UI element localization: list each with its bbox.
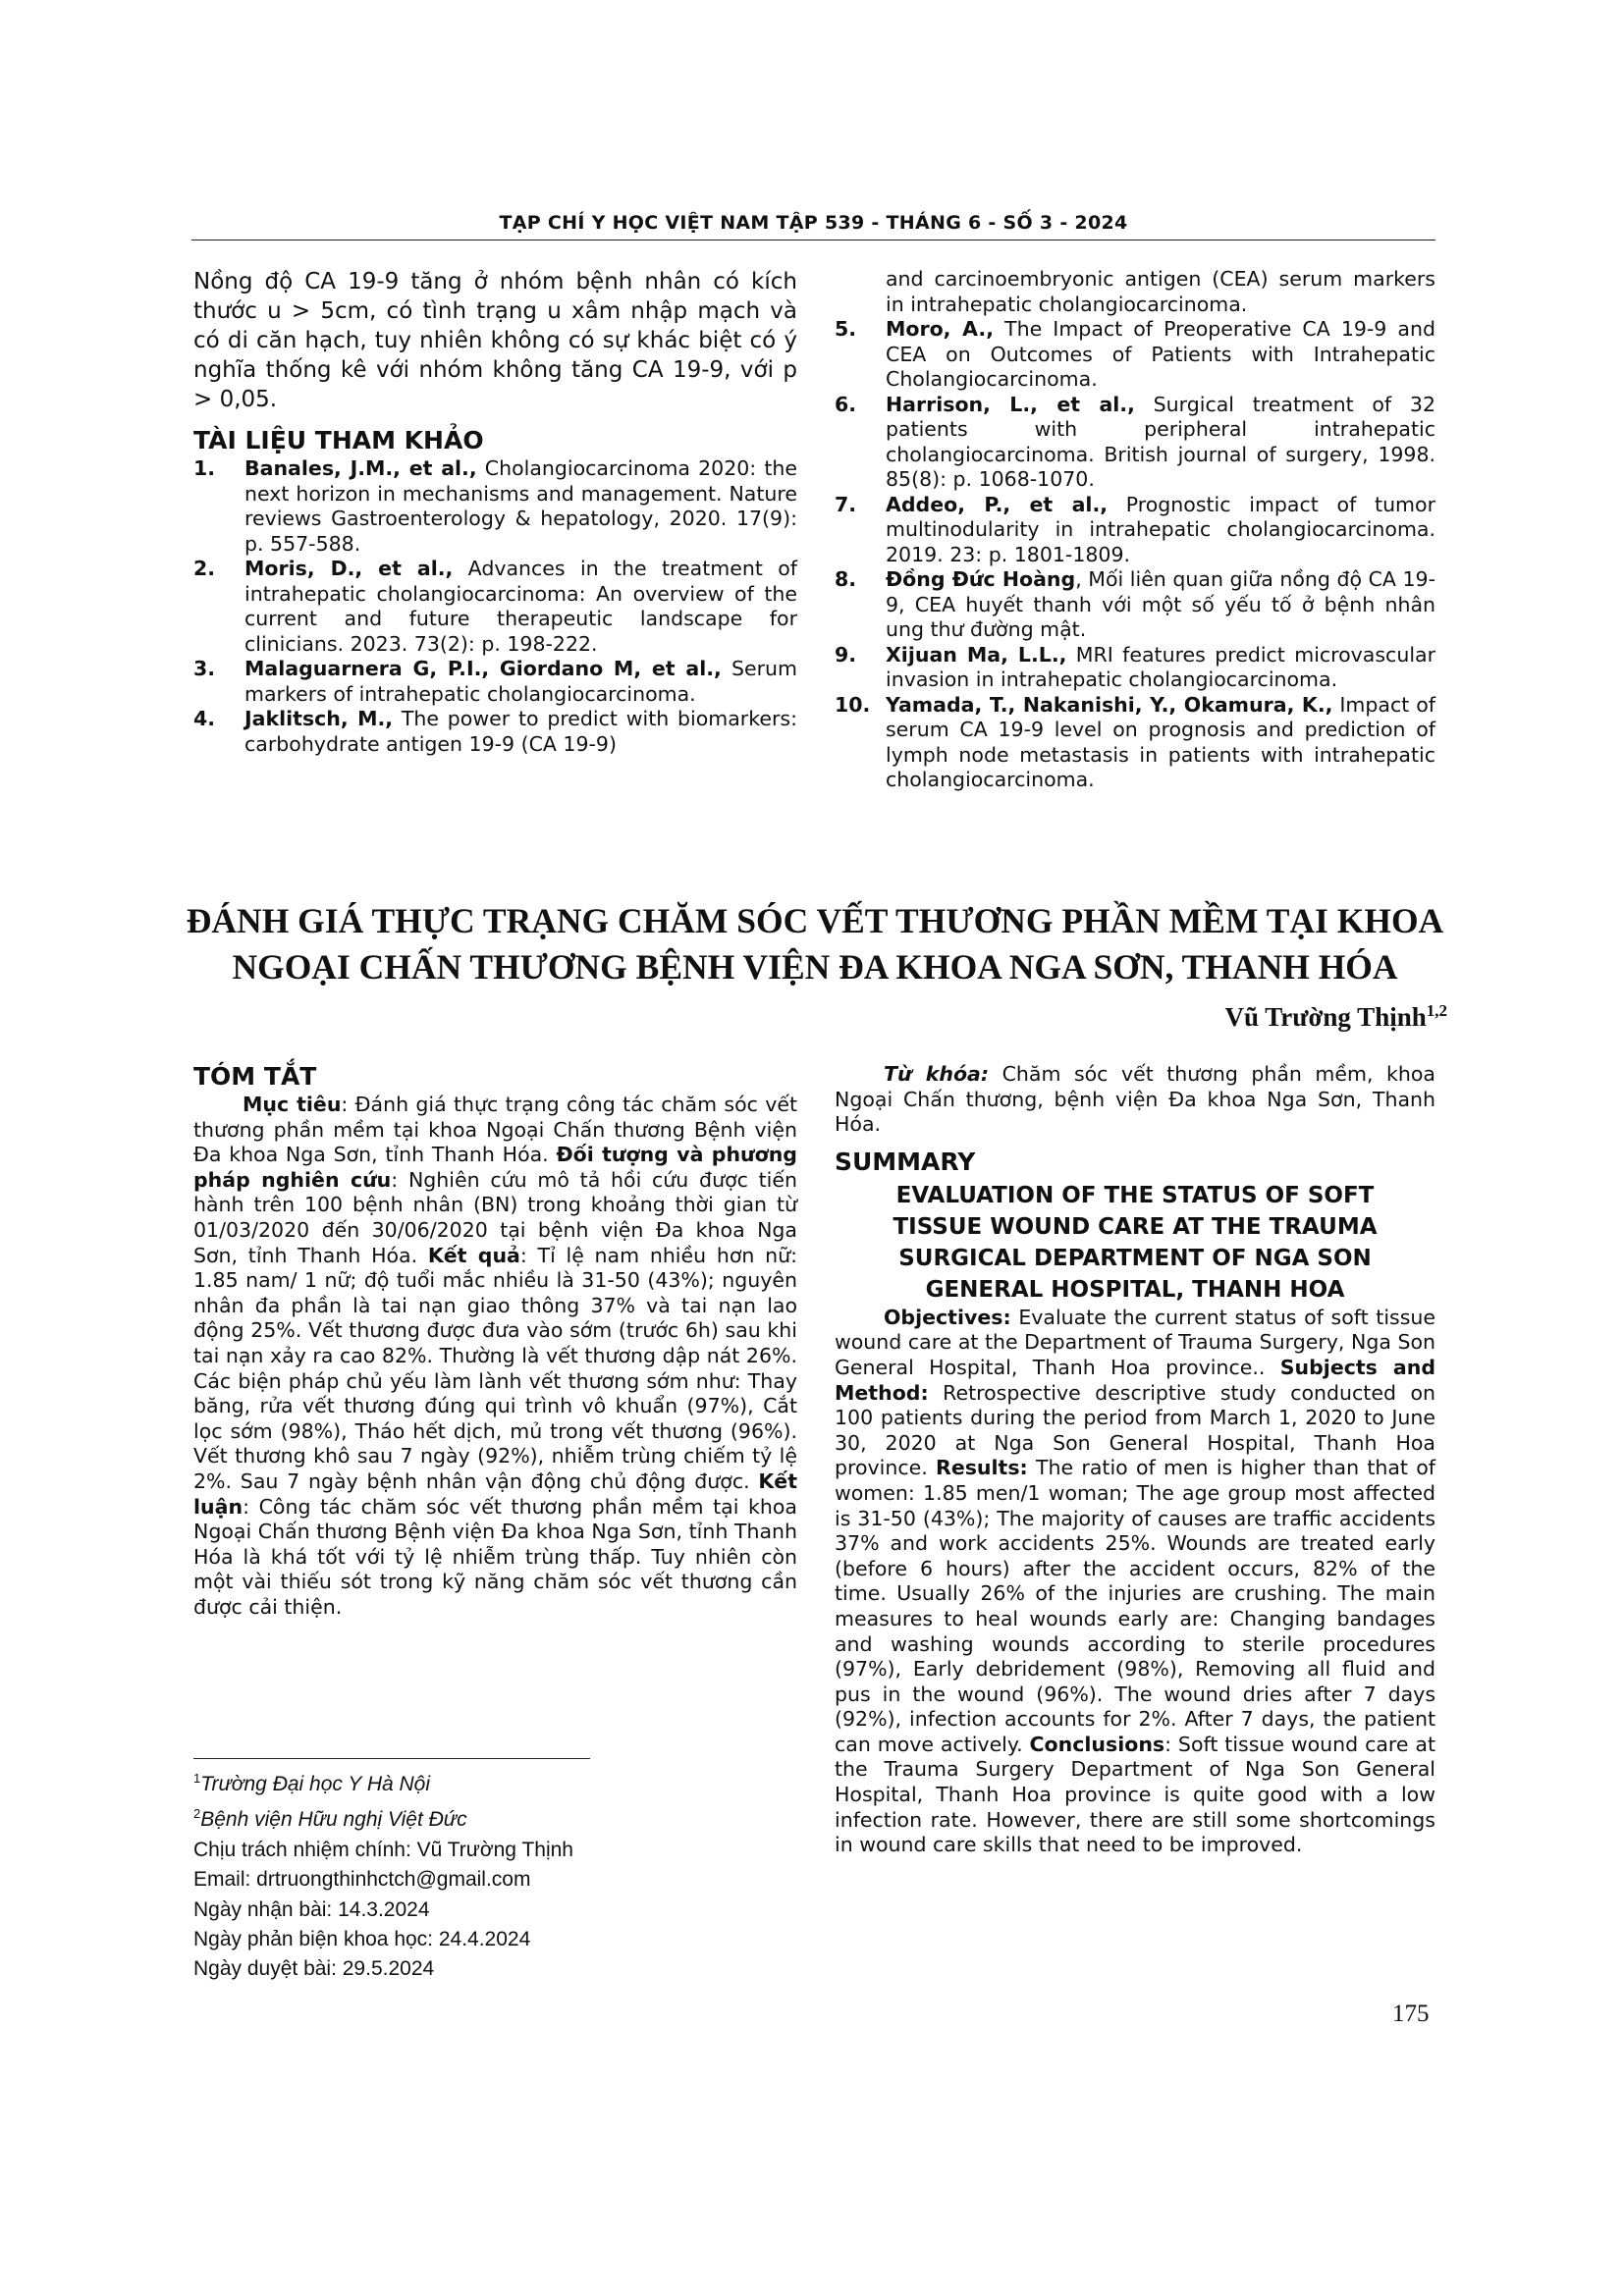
reference-text: MRI features predict microvascular invasion in intrahepatic cholangiocarcinoma. [886,642,1435,691]
reference-item [835,393,1435,493]
prev-left-column [193,267,797,757]
footnotes [193,1764,573,1985]
reference-number: 10. [835,692,871,717]
reference-author: Đồng Đức Hoàng [886,567,1076,591]
en-conclusions-label: Conclusions [1029,1732,1165,1756]
reference-number: 8. [835,567,857,591]
reference-body [244,657,797,707]
reference-4-continued: and carcinoembryonic antigen (CEA) serum markers in intrahepatic cholangiocarcinoma. [886,267,1435,316]
reference-author: Addeo, P., et al., [886,492,1109,516]
en-conclusions-text: : Soft tissue wound care at the Trauma Surgery Department of Nga Son General Hospital, Thanh Hoa province is quite good with a low infection rate. However, there are still some shortcomings in wound care skills that need to be improved. [835,1732,1435,1857]
reference-number: 7. [835,492,857,516]
affiliation-1: $^1$Trường Đại học Y Hà Nội [193,1771,431,1795]
objective-label: Mục tiêu [243,1093,342,1116]
reference-body [886,317,1435,393]
summary-en-body [835,1306,1435,1858]
reference-author: Yamada, T., Nakanishi, Y., Okamura, K., [886,692,1333,717]
reference-text: Prognostic impact of tumor multinodularity in intrahepatic cholangiocarcinoma. 2019. 23: p. 1801-1809. [886,492,1435,566]
reference-text: Surgical treatment of 32 patients with peripheral intrahepatic cholangiocarcinoma. British journal of surgery, 1998. 85(8): p. 1068-1070. [886,392,1436,491]
reference-body [886,493,1435,568]
footnote-rule [193,1758,590,1759]
reference-body [886,567,1435,643]
reference-body [886,393,1435,493]
summary-en-column [835,1062,1435,1858]
reference-author: Malaguarnera G, P.I., Giordano M, et al., [244,657,722,680]
objectives-text: Evaluate the current status of soft tissue wound care at the Department of Trauma Surgery, Nga Son General Hospital, Thanh Hoa province.. [835,1305,1435,1379]
reference-item [193,456,797,557]
references-left-list [193,456,797,757]
keywords-label: Từ khóa: [884,1062,990,1086]
reference-author: Banales, J.M., et al., [244,456,477,480]
reference-number: 9. [835,642,857,667]
reference-number: 4. [193,707,216,730]
reference-number: 6. [835,392,857,416]
affiliation-2: $^2$Bệnh viện Hữu nghị Việt Đức [193,1806,467,1832]
article-title-line2: NGOẠI CHẤN THƯƠNG BỆNH VIỆN ĐA KHOA NGA SƠN, THANH HÓA [232,947,1398,987]
reference-number: 3. [193,657,216,680]
reference-text: Serum markers of intrahepatic cholangiocarcinoma. [244,657,797,706]
reference-text: Cholangiocarcinoma 2020: the next horizon in mechanisms and management. Nature reviews Gastroenterology & hepatology, 2020. 17(9): p. 557-588. [244,456,797,556]
results-text: : Tỉ lệ nam nhiều hơn nữ: 1.85 nam/ 1 nữ; độ tuổi mắc nhiều là 31-50 (43%); nguyên nhân đa phần là tai nạn giao thông 37% và tai nạn lao động 25%. Vết thương được đưa vào sớm (trước 6h) sau khi tai nạn xảy ra cao 82%. Thường là vết thương dập nát 26%. Các biện pháp chủ yếu làm lành vết thương sớm như: Thay băng, rửa vết thương đúng qui trình vô khuẩn (97%), Cắt lọc sớm (98%), Tháo hết dịch, mủ trong vết thương (96%). Vết thương khô sau 7 ngày (92%), nhiễm trùng chiếm tỷ lệ 2%. Sau 7 ngày bệnh nhân vận động chủ động được. [193,1243,798,1493]
conclusion-label: Kết luận [193,1468,797,1519]
author-name: Vũ Trường Thịnh [1224,1002,1427,1032]
reference-author: Moris, D., et al., [244,557,454,580]
summary-en-heading: SUMMARY [835,1147,976,1176]
reference-number: 5. [835,317,857,341]
summary-en-title: EVALUATION OF THE STATUS OF SOFT TISSUE WOUND CARE AT THE TRAUMA SURGICAL DEPARTMENT OF NGA SON GENERAL HOSPITAL, THANH HOA [893,1182,1378,1303]
objectives-label: Objectives: [884,1305,1011,1329]
responsible-author: Chịu trách nhiệm chính: Vũ Trường Thịnh [193,1838,573,1861]
article-title [147,898,1483,990]
en-results-text: The ratio of men is higher than that of women: 1.85 men/1 woman; The age group most affected is 31-50 (43%); The majority of causes are traffic accidents 37% and work accidents 25%. Wounds are treated early (before 6 hours) after the accident occurs, 82% of the time. Usually 26% of the injuries are crushing. The main measures to heal wounds early are: Changing bandages and washing wounds according to sterile procedures (97%), Early debridement (98%), Removing all fluid and pus in the wound (96%). The wound dries after 7 days (92%), infection accounts for 2%. After 7 days, the patient can move actively. [835,1456,1435,1756]
references-right-list [835,317,1435,793]
article-title-line1: ĐÁNH GIÁ THỰC TRẠNG CHĂM SÓC VẾT THƯƠNG PHẦN MỀM TẠI KHOA [186,901,1444,940]
keywords-text: Chăm sóc vết thương phần mềm, khoa Ngoại Chấn thương, bệnh viện Đa khoa Nga Sơn, Thanh Hóa. [835,1062,1435,1137]
references-heading: TÀI LIỆU THAM KHẢO [193,426,484,454]
reference-number: 1. [193,456,216,480]
reference-text: The power to predict with biomarkers: carbohydrate antigen 19-9 (CA 19-9) [244,707,797,756]
reference-text: , Mối liên quan giữa nồng độ CA 19-9, CEA huyết thanh với một số yếu tố ở bệnh nhân ung thư đường mật. [886,567,1435,641]
reference-text: Impact of serum CA 19-9 level on prognosis and prediction of lymph node metastasis in patients with intrahepatic cholangiocarcinoma. [886,692,1435,791]
prev-right-column [835,267,1435,793]
journal-header: TẠP CHÍ Y HỌC VIỆT NAM TẬP 539 - THÁNG 6 - SỐ 3 - 2024 [499,212,1128,234]
reference-body [244,456,797,557]
reference-item [193,657,797,707]
date-reviewed: Ngày phản biện khoa học: 24.4.2024 [193,1928,531,1951]
method-text: : Nghiên cứu mô tả hồi cứu được tiến hành trên 100 bệnh nhân (BN) trong khoảng thời gian từ 01/03/2020 đến 30/06/2020 tại bệnh viện Đa khoa Nga Sơn, tỉnh Thanh Hóa. [193,1167,797,1267]
en-method-text: Retrospective descriptive study conducted on 100 patients during the period from March 1, 2020 to June 30, 2020 at Nga Son General Hospital, Thanh Hoa province. [835,1380,1435,1480]
reference-body [244,557,797,657]
author-affiliation-sup: 1,2 [1426,1001,1447,1020]
summary-vi-heading: TÓM TẮT [193,1062,317,1091]
prev-conclusion-text: Nồng độ CA 19-9 tăng ở nhóm bệnh nhân có kích thước u > 5cm, có tình trạng u xâm nhập mạch và có di căn hạch, tuy nhiên không có sự khác biệt có ý nghĩa thống kê với nhóm không tăng CA 19-9, với p > 0,05. [193,269,797,412]
contact-email: Email: drtruongthinhctch@gmail.com [193,1868,531,1892]
summary-vi-body [193,1093,797,1620]
date-approved: Ngày duyệt bài: 29.5.2024 [193,1957,435,1981]
reference-item [835,493,1435,568]
reference-item [193,557,797,657]
reference-author: Harrison, L., et al., [886,392,1135,416]
reference-item [193,707,797,757]
reference-text: Advances in the treatment of intrahepatic cholangiocarcinoma: An overview of the current and future therapeutic landscape for clinicians. 2023. 73(2): p. 198-222. [244,557,797,656]
keywords [835,1062,1435,1138]
reference-author: Moro, A., [886,317,994,341]
reference-item [835,643,1435,693]
reference-text: The Impact of Preoperative CA 19-9 and CEA on Outcomes of Patients with Intrahepatic Cholangiocarcinoma. [886,317,1435,391]
reference-author: Jaklitsch, M., [244,707,394,730]
results-label: Kết quả [427,1243,520,1267]
conclusion-text: : Công tác chăm sóc vết thương phần mềm tại khoa Ngoại Chấn thương Bệnh viện Đa khoa Nga Sơn, tỉnh Thanh Hóa là khá tốt với tỷ lệ nhiễm trùng thấp. Tuy nhiên còn một vài thiếu sót trong kỹ năng chăm sóc vết thương cần được cải thiện. [193,1494,797,1619]
reference-item [835,693,1435,793]
reference-item [835,317,1435,393]
page-number: 175 [1392,2001,1430,2027]
reference-item [835,567,1435,643]
summary-vi-column [193,1062,797,1620]
reference-author: Xijuan Ma, L.L., [886,642,1067,667]
objective-text: : Đánh giá thực trạng công tác chăm sóc vết thương phần mềm tại khoa Ngoại Chấn thương Bệnh viện Đa khoa Nga Sơn, tỉnh Thanh Hóa. [193,1093,797,1167]
date-received: Ngày nhận bài: 14.3.2024 [193,1897,430,1921]
en-results-label: Results: [936,1456,1028,1480]
article-author [1224,1001,1447,1033]
reference-body [886,643,1435,693]
en-method-label: Subjects and Method: [835,1355,1435,1405]
reference-number: 2. [193,557,216,580]
reference-body [886,693,1435,793]
reference-body [244,707,797,757]
method-label: Đối tượng và phương pháp nghiên cứu [193,1143,797,1192]
